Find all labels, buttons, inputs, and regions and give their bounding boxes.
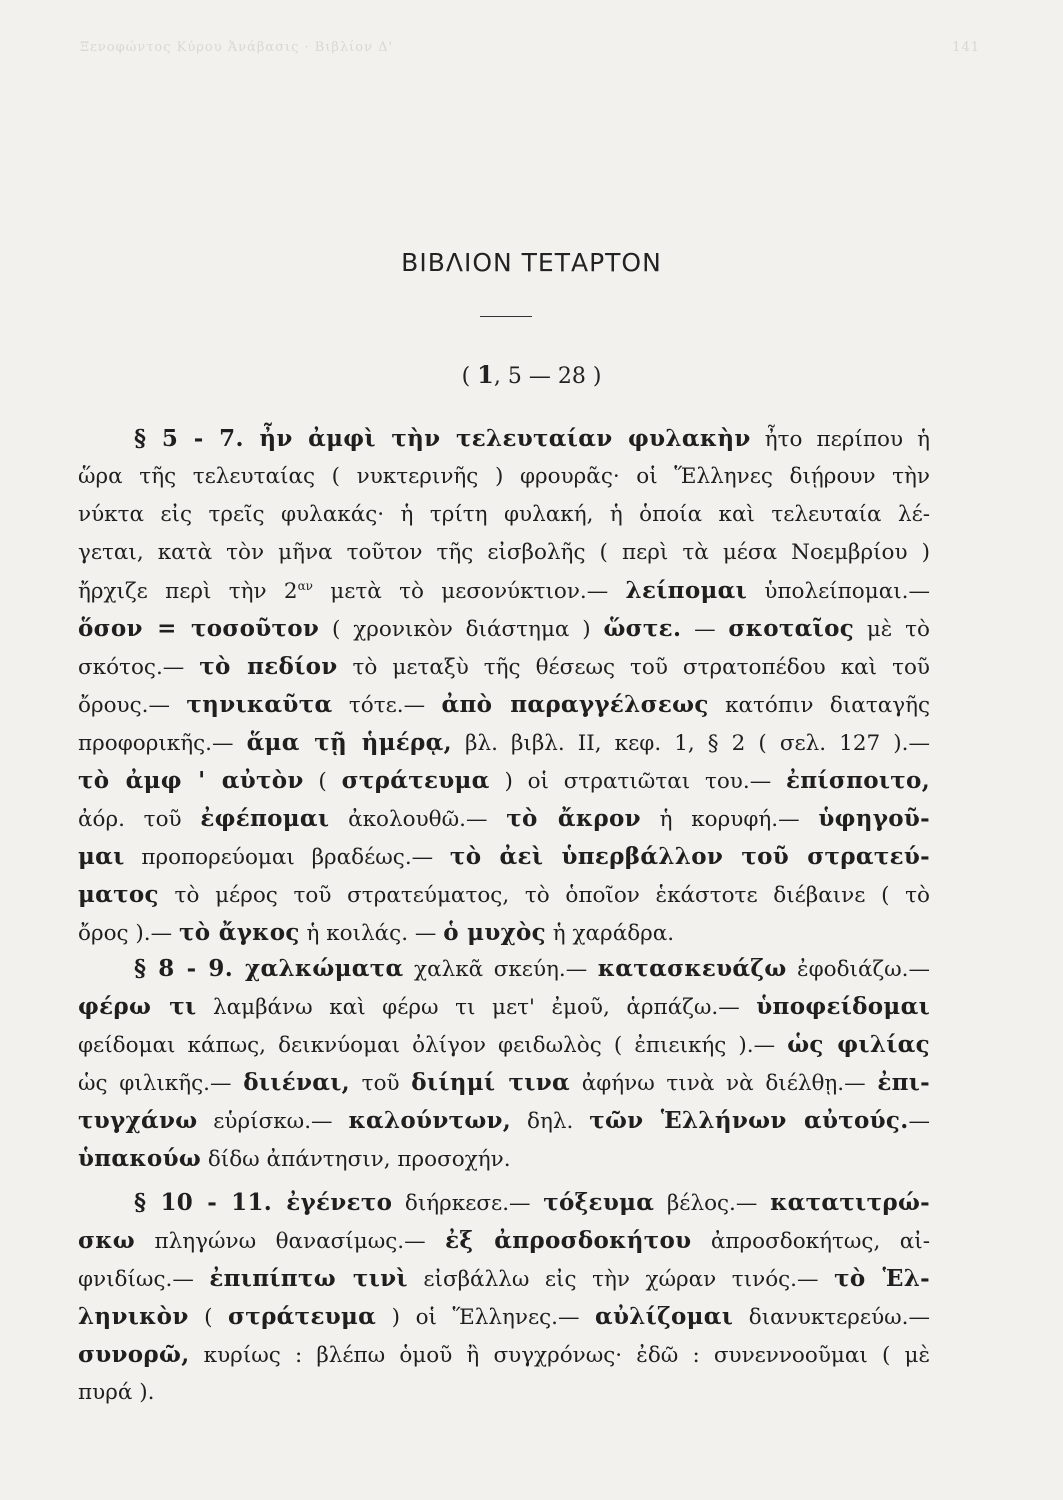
lemma: στράτευμα — [341, 767, 490, 794]
gloss-text: — — [908, 1109, 930, 1134]
lemma: ὑφηγοῦ- — [818, 805, 930, 832]
text-line — [78, 1026, 930, 1064]
gloss-text: κυρίως : βλέπω ὁμοῦ ἢ συγχρόνως· ἐδῶ : συνεννοοῦμαι ( μὲ — [189, 1343, 930, 1368]
text-line — [78, 648, 930, 686]
gloss-text: ὄρος ).— — [78, 921, 179, 946]
lemma: ἐφέπομαι — [200, 805, 330, 832]
text-line — [78, 534, 930, 572]
gloss-text: ἡ χαράδρα. — [545, 921, 675, 946]
gloss-text: μετὰ τὸ μεσονύκτιον.— — [312, 579, 626, 604]
text-line — [78, 1102, 930, 1140]
gloss-text: τὸ μεταξὺ τῆς θέσεως τοῦ στρατοπέδου καὶ τοῦ — [337, 655, 930, 680]
gloss-text: πληγώνω θανασίμως.— — [135, 1229, 446, 1254]
gloss-text: ἡ κορυφή.— — [640, 807, 819, 832]
gloss-text: εὑρίσκω.— — [197, 1109, 349, 1134]
text-line — [78, 1222, 930, 1260]
gloss-text: ἀόρ. τοῦ — [78, 807, 201, 832]
lemma: ληνικὸν — [78, 1303, 189, 1330]
page-number: 141 — [952, 40, 980, 55]
lemma: διιέναι, — [243, 1069, 350, 1096]
lemma: ὑπακούω — [78, 1145, 202, 1172]
gloss-text: ὄρους.— — [78, 693, 187, 718]
lemma: συνορῶ, — [78, 1341, 190, 1368]
lemma: καλούντων, — [348, 1107, 512, 1134]
gloss-text: τὸ μέρος τοῦ στρατεύματος, τὸ ὁποῖον ἑκάστοτε διέβαινε ( τὸ — [158, 883, 930, 908]
text-line — [78, 800, 930, 838]
gloss-text: χαλκᾶ σκεύη.— — [403, 957, 598, 982]
gloss-text: προφορικῆς.— — [78, 731, 247, 756]
lemma: μαι — [78, 843, 125, 870]
gloss-text: ἀκολουθῶ.— — [329, 807, 507, 832]
section-10-11 — [78, 1184, 930, 1412]
lemma: κατατιτρώ- — [770, 1189, 930, 1216]
lemma: τὸ πεδίον — [199, 653, 338, 680]
gloss-text: ) οἱ στρατιῶται του.— — [489, 769, 786, 794]
gloss-text: ( χρονικὸν διάστημα ) — [319, 617, 604, 642]
lemma: τηνικαῦτα — [186, 691, 333, 718]
text-line — [78, 572, 930, 610]
running-header — [80, 40, 980, 60]
lemma: ἐξ ἀπροσδοκήτου — [445, 1227, 692, 1254]
text-line — [78, 420, 930, 458]
lemma: § 5 - 7. — [134, 425, 260, 452]
gloss-text: — — [681, 617, 729, 642]
section-8-9 — [78, 950, 930, 1178]
lemma: ὑποφείδομαι — [756, 993, 930, 1020]
text-line — [78, 838, 930, 876]
lemma: ἦν ἀμφὶ τὴν τελευταίαν φυλακὴν — [259, 425, 751, 452]
lemma: στράτευμα — [228, 1303, 377, 1330]
chapter-number: 1 — [477, 360, 494, 389]
gloss-text: ( — [303, 769, 342, 794]
gloss-text: εἰσβάλλω εἰς τὴν χώραν τινός.— — [407, 1267, 835, 1292]
gloss-text: δίδω ἀπάντησιν, προσοχήν. — [201, 1147, 511, 1172]
gloss-text: ὑπολείπομαι.— — [747, 579, 931, 604]
section-5-7 — [78, 420, 930, 952]
text-line — [78, 686, 930, 724]
lemma: λείπομαι — [625, 577, 748, 604]
lemma: ἀπὸ παραγγέλσεως — [441, 691, 709, 718]
lemma: τὸ ἀεὶ ὑπερβάλλον τοῦ στρατεύ- — [449, 843, 931, 870]
text-line — [78, 1064, 930, 1102]
text-line — [78, 1184, 930, 1222]
gloss-text: τοῦ — [349, 1071, 412, 1096]
lemma: αὐλίζομαι — [595, 1303, 734, 1330]
lemma: § 8 - 9. — [134, 955, 246, 982]
lemma: ματος — [78, 881, 159, 908]
gloss-text: νύκτα εἰς τρεῖς φυλακάς· ἡ τρίτη φυλακή, ἡ ὁποία καὶ τελευταία λέ- — [78, 502, 930, 527]
gloss-text: διήρκεσε.— — [392, 1191, 544, 1216]
lemma: τὸ ἀμφ ' αὐτὸν — [78, 767, 304, 794]
lemma: ὥστε. — [603, 615, 682, 642]
lemma: τὸ ἄκρον — [506, 805, 641, 832]
title-rule — [480, 316, 532, 317]
gloss-text: αν — [297, 578, 313, 593]
gloss-text: λαμβάνω καὶ φέρω τι μετ' ἐμοῦ, ἁρπάζω.— — [196, 995, 757, 1020]
book-title: ΒΙΒΛΙΟΝ ΤΕΤΑΡΤΟΝ — [401, 248, 662, 277]
gloss-text: πυρά ). — [78, 1380, 155, 1405]
gloss-text: σκότος.— — [78, 655, 200, 680]
gloss-text: τότε.— — [332, 693, 442, 718]
lemma: ἅμα τῇ ἡμέρᾳ, — [246, 729, 452, 756]
text-line — [78, 988, 930, 1026]
text-line — [78, 1298, 930, 1336]
lemma: φέρω τι — [78, 993, 197, 1020]
gloss-text: ) οἱ Ἕλληνες.— — [376, 1305, 595, 1330]
gloss-text: μὲ τὸ — [854, 617, 930, 642]
lemma: ἐπιπίπτω τινὶ — [209, 1265, 408, 1292]
text-line — [78, 876, 930, 914]
gloss-text: ὥρα τῆς τελευταίας ( νυκτερινῆς ) φρουρᾶς· οἱ Ἕλληνες διῄρουν τὴν — [78, 464, 930, 489]
gloss-text: ἡ κοιλάς. — — [299, 921, 444, 946]
gloss-text: βλ. βιβλ. ΙΙ, κεφ. 1, § 2 ( σελ. 127 ).— — [451, 731, 931, 756]
gloss-text: ἀφήνω τινὰ νὰ διέλθῃ.— — [570, 1071, 878, 1096]
gloss-text: διανυκτερεύω.— — [733, 1305, 931, 1330]
gloss-text: φείδομαι κάπως, δεικνύομαι ὀλίγον φειδωλὸς ( ἐπιεικής ).— — [78, 1033, 788, 1058]
lemma: ὡς φιλίας — [787, 1031, 930, 1058]
chapter-range: ( 1, 5 — 28 ) — [461, 360, 602, 389]
lemma: κατασκευάζω — [597, 955, 787, 982]
gloss-text: ἤρχιζε περὶ τὴν 2 — [78, 579, 298, 604]
gloss-text: φνιδίως.— — [78, 1267, 210, 1292]
gloss-text: ἐφοδιάζω.— — [786, 957, 930, 982]
lemma: ἐπι- — [877, 1069, 931, 1096]
lemma: τόξευμα — [543, 1189, 655, 1216]
lemma: ἐπίσποιτο, — [785, 767, 931, 794]
lemma: ὁ μυχὸς — [443, 919, 546, 946]
lemma: σκοταῖος — [728, 615, 855, 642]
text-line — [78, 496, 930, 534]
verse-range: 5 — 28 — [507, 364, 586, 389]
text-line — [78, 610, 930, 648]
gloss-text: προπορεύομαι βραδέως.— — [124, 845, 450, 870]
gloss-text: ὡς φιλικῆς.— — [78, 1071, 244, 1096]
gloss-text: ἦτο περίπου ἡ — [750, 427, 930, 452]
gloss-text: δηλ. — [511, 1109, 590, 1134]
lemma: τὸ Ἑλ- — [834, 1265, 930, 1292]
lemma: τῶν Ἑλλήνων αὐτούς. — [589, 1107, 909, 1134]
lemma: τὸ ἄγκος — [178, 919, 300, 946]
lemma: τυγχάνω — [78, 1107, 198, 1134]
text-line — [78, 724, 930, 762]
running-header-text: Ξενοφώντος Κύρου Ἀνάβασις · Βιβλίον Δ' — [80, 40, 394, 55]
lemma: χαλκώματα — [245, 955, 404, 982]
lemma: διίημί τινα — [411, 1069, 570, 1096]
text-line — [78, 950, 930, 988]
text-line — [78, 1336, 930, 1374]
lemma: ὅσον = τοσοῦτον — [78, 615, 320, 642]
lemma: § 10 - 11. — [134, 1189, 287, 1216]
gloss-text: ( — [188, 1305, 229, 1330]
gloss-text: ἀπροσδοκήτως, αἰ- — [691, 1229, 930, 1254]
text-line — [78, 1260, 930, 1298]
gloss-text: γεται, κατὰ τὸν μῆνα τοῦτον τῆς εἰσβολῆς ( περὶ τὰ μέσα Νοεμβρίου ) — [78, 540, 930, 565]
gloss-text: κατόπιν διαταγῆς — [708, 693, 931, 718]
lemma: σκω — [78, 1227, 135, 1254]
gloss-text: βέλος.— — [654, 1191, 771, 1216]
text-line — [78, 1374, 930, 1412]
text-line — [78, 914, 930, 952]
text-line — [78, 762, 930, 800]
lemma: ἐγένετο — [286, 1189, 393, 1216]
text-line — [78, 458, 930, 496]
text-line — [78, 1140, 930, 1178]
